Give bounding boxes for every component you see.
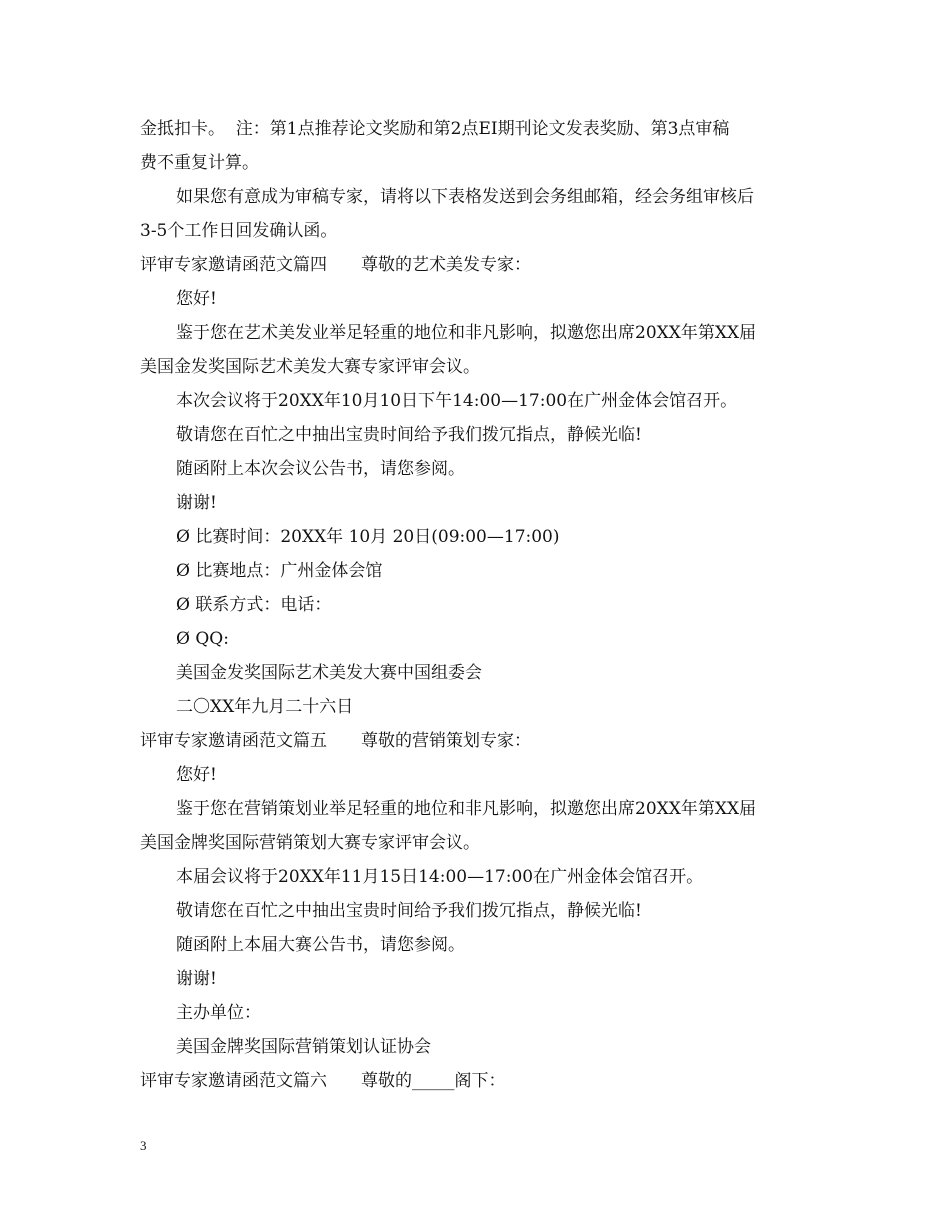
text-line: 3-5个工作日回发确认函。 xyxy=(140,221,338,241)
text-line: 金抵扣卡。 注：第1点推荐论文奖励和第2点EI期刊论文发表奖励、第3点审稿 xyxy=(140,119,730,139)
text-line: 谢谢! xyxy=(176,493,217,513)
bullet-item: Ø 联系方式：电话： xyxy=(176,595,332,615)
text-line: 美国金发奖国际艺术美发大赛中国组委会 xyxy=(176,663,482,683)
text-line: 美国金发奖国际艺术美发大赛专家评审会议。 xyxy=(140,357,480,377)
section-heading: 评审专家邀请函范文篇六 尊敬的_____阁下： xyxy=(140,1071,506,1091)
text-line: 本届会议将于20XX年11月15日14:00—17:00在广州金体会馆召开。 xyxy=(176,867,704,887)
text-line: 费不重复计算。 xyxy=(140,153,259,173)
section-heading: 评审专家邀请函范文篇四 尊敬的艺术美发专家： xyxy=(140,255,531,275)
text-line: 如果您有意成为审稿专家，请将以下表格发送到会务组邮箱，经会务组审核后 xyxy=(176,187,754,207)
text-line: 您好! xyxy=(176,289,217,309)
text-line: 美国金牌奖国际营销策划认证协会 xyxy=(176,1037,431,1057)
text-line: 敬请您在百忙之中抽出宝贵时间给予我们拨冗指点，静候光临! xyxy=(176,425,642,445)
section-heading: 评审专家邀请函范文篇五 尊敬的营销策划专家： xyxy=(140,731,531,751)
document-body xyxy=(140,112,812,1098)
page-number: 3 xyxy=(140,1138,147,1153)
bullet-item: Ø 比赛时间：20XX年 10月 20日(09:00—17:00) xyxy=(176,527,560,547)
text-line: 随函附上本届大赛公告书，请您参阅。 xyxy=(176,935,465,955)
bullet-item: Ø QQ: xyxy=(176,629,229,649)
text-line: 美国金牌奖国际营销策划大赛专家评审会议。 xyxy=(140,833,480,853)
bullet-item: Ø 比赛地点：广州金体会馆 xyxy=(176,561,383,581)
text-line: 随函附上本次会议公告书，请您参阅。 xyxy=(176,459,465,479)
text-line: 谢谢! xyxy=(176,969,217,989)
text-line: 您好! xyxy=(176,765,217,785)
text-line: 本次会议将于20XX年10月10日下午14:00—17:00在广州金体会馆召开。 xyxy=(176,391,738,411)
text-line: 鉴于您在营销策划业举足轻重的地位和非凡影响，拟邀您出席20XX年第XX届 xyxy=(176,799,757,819)
text-line: 敬请您在百忙之中抽出宝贵时间给予我们拨冗指点，静候光临! xyxy=(176,901,642,921)
text-line: 鉴于您在艺术美发业举足轻重的地位和非凡影响，拟邀您出席20XX年第XX届 xyxy=(176,323,757,343)
text-line: 二〇XX年九月二十六日 xyxy=(176,697,354,717)
text-line: 主办单位： xyxy=(176,1003,261,1023)
